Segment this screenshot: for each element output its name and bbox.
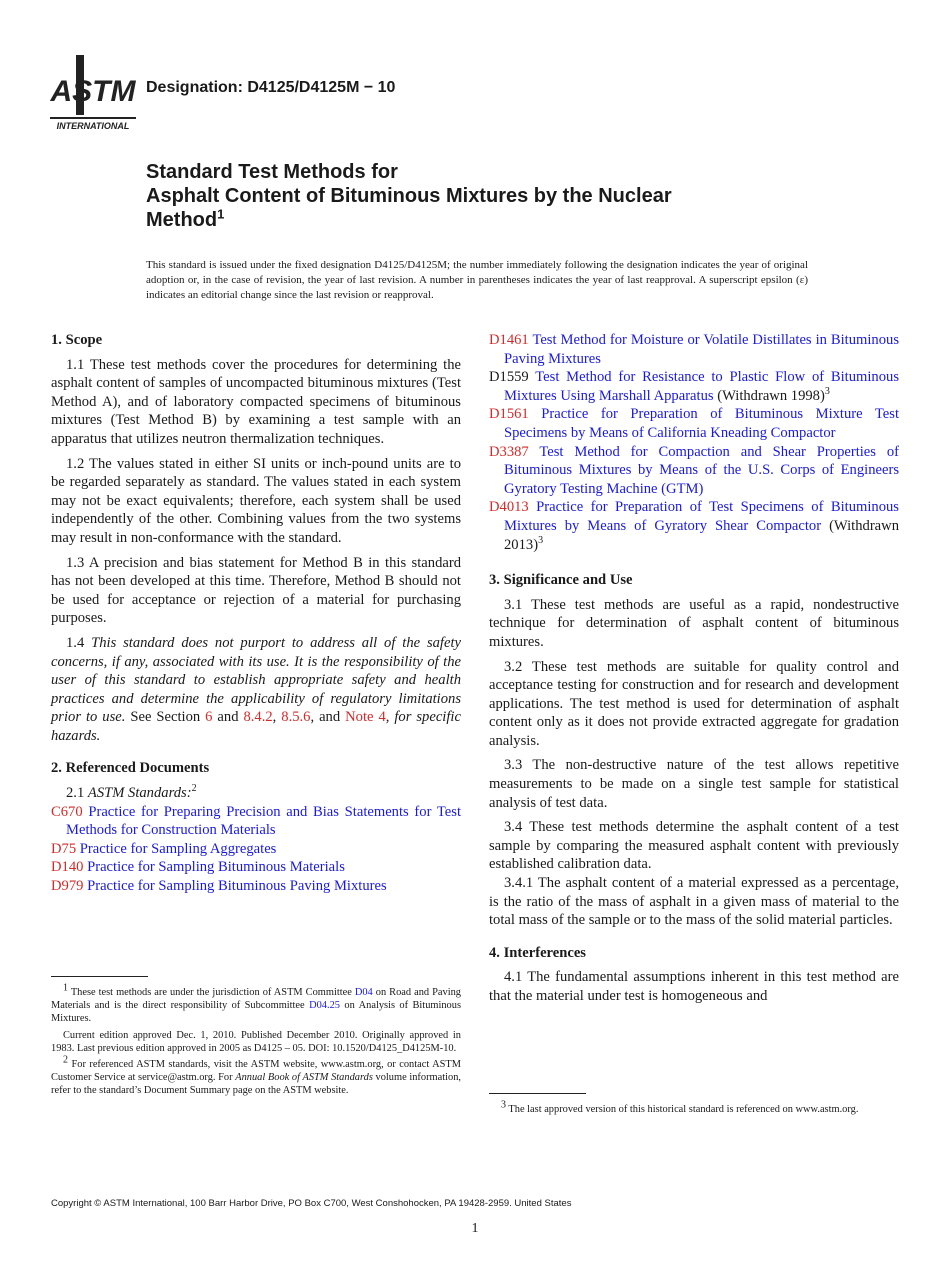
footnote-divider-right	[489, 1093, 586, 1094]
left-column	[51, 331, 461, 896]
link-section-6[interactable]: 6	[205, 709, 213, 726]
footnote-divider	[51, 976, 148, 977]
section-interferences-heading: 4. Interferences	[489, 944, 586, 961]
document-title	[146, 160, 866, 232]
astm-standards-subheading: 2.1 ASTM Standards:$^2$	[66, 783, 197, 802]
astm-logo	[50, 55, 136, 133]
paragraph-1-2: 1.2 The values stated in either SI units or inch-pound units are to be regarded separately as standard. The values stated in each system may not be exact equivalents; therefore, each system shall be used independently of the other. Combining values from the two systems may result in non-conformance with the standard.	[51, 455, 461, 546]
ref-title[interactable]: Practice for Sampling Aggregates	[79, 840, 277, 857]
link-note-4[interactable]: Note 4	[345, 709, 386, 726]
logo-subtext: INTERNATIONAL	[56, 121, 130, 131]
ref-code: D1559	[489, 369, 529, 386]
paragraph-3-2: 3.2 These test methods are suitable for quality control and acceptance testing for construction and for research and development applications. The test method is used for determination of asphalt content only as it does not provide extracted aggregate for gradation analysis.	[489, 658, 899, 749]
ref-title[interactable]: Practice for Preparing Precision and Bias Statements for Test Methods for Construction Materials	[66, 803, 461, 839]
paragraph-1-3: 1.3 A precision and bias statement for Method B in this standard has not been developed at this time. Therefore, Method B should not be used for acceptance or rejection of a material for purchasing purposes.	[51, 554, 461, 627]
ref-item	[51, 840, 461, 859]
ref-item	[489, 405, 899, 442]
ref-item	[51, 803, 461, 840]
copyright-notice: Copyright © ASTM International, 100 Barr Harbor Drive, PO Box C700, West Conshohocken, PA 19428-2959. United States	[51, 1198, 572, 1209]
ref-code[interactable]: C670	[51, 803, 83, 820]
section-refdocs-heading: 2. Referenced Documents	[51, 760, 210, 777]
title-footnote-ref[interactable]: 1	[217, 206, 225, 222]
section-significance-heading: 3. Significance and Use	[489, 572, 633, 589]
ref-item: D4013 Practice for Preparation of Test Specimens of Bituminous Mixtures by Means of Gyratory Shear Compactor (Withdrawn 2013)$^3$	[489, 499, 899, 553]
footnote-1: $^1$ These test methods are under the jurisdiction of ASTM Committee D04 on Road and Paving Materials and is the direct responsibility of Subcommittee D04.25 on Analysis of Bituminous Mixtures.	[51, 982, 461, 1025]
paragraph-4-1: 4.1 The fundamental assumptions inherent in this test method are that the material under test is homogeneous and	[489, 969, 899, 1004]
ref-code[interactable]: D3387	[489, 443, 529, 460]
footnotes-left	[51, 982, 461, 1101]
withdrawn-note: (Withdrawn 2013)	[504, 517, 899, 553]
footnotes-right	[489, 1099, 899, 1116]
link-8-4-2[interactable]: 8.4.2	[243, 709, 273, 726]
ref-code[interactable]: D4013	[489, 499, 529, 516]
ref-item	[489, 443, 899, 499]
ref-code[interactable]: D1561	[489, 406, 529, 423]
link-committee-d04[interactable]: D04	[354, 987, 373, 998]
page-number: 1	[471, 1221, 479, 1236]
paragraph-1-1: 1.1 These test methods cover the procedures for determining the asphalt content of samples of uncompacted bituminous mixtures (Test Method A), and of laboratory compacted specimens of bituminous mixtures (Test Method B) by examining a test sample with an apparatus that utilizes neutron thermalization techniques.	[51, 356, 461, 447]
footnote-3: $^3$ The last approved version of this historical standard is referenced on www.astm.org.	[501, 1099, 859, 1115]
footnote-1-edition: Current edition approved Dec. 1, 2010. Published December 2010. Originally approved in 1983. Last previous edition approved in 2005 as D4125 – 05. DOI: 10.1520/D4125_D4125M-10.	[51, 1029, 461, 1054]
paragraph-3-3: 3.3 The non-destructive nature of the test allows repetitive measurements to be made on a single test sample for statistical analysis of test data.	[489, 757, 899, 811]
title-line-3: Method$^1$	[146, 206, 225, 231]
paragraph-1-4: 1.4 This standard does not purport to address all of the safety concerns, if any, associated with its use. It is the responsibility of the user of this standard to establish appropriate safety and health practices and determine the applicability of regulatory limitations prior to use. See Section 6 and 8.4.2, 8.5.6, and Note 4, for specific hazards.	[51, 634, 461, 744]
ref-code[interactable]: D75	[51, 840, 77, 857]
ref-code[interactable]: D1461	[489, 332, 529, 348]
ref-item: D1559 Test Method for Resistance to Plastic Flow of Bituminous Mixtures Using Marshall Apparatus (Withdrawn 1998)$^3$	[489, 369, 899, 404]
ref-title[interactable]: Practice for Preparation of Test Specimens of Bituminous Mixtures by Means of Gyratory Shear Compactor	[504, 499, 899, 534]
withdrawn-note: (Withdrawn 1998)	[717, 387, 825, 404]
ref-title[interactable]: Test Method for Moisture or Volatile Distillates in Bituminous Paving Mixtures	[504, 332, 899, 367]
right-column	[489, 331, 899, 1012]
paragraph-3-4: 3.4 These test methods determine the asphalt content of a test sample by comparing the measured asphalt content with previously established calibration data.	[489, 819, 899, 873]
paragraph-3-1: 3.1 These test methods are useful as a rapid, nondestructive technique for determination of asphalt content of bituminous mixtures.	[489, 596, 899, 650]
link-8-5-6[interactable]: 8.5.6	[281, 709, 311, 726]
title-line-1: Standard Test Methods for	[146, 161, 398, 183]
ref-item	[489, 331, 899, 368]
ref-code[interactable]: D140	[51, 859, 84, 876]
section-scope-heading: 1. Scope	[51, 332, 103, 348]
ref-code[interactable]: D979	[51, 878, 84, 895]
logo-text: ASTM	[50, 75, 136, 108]
astm-logo-icon	[50, 55, 136, 133]
ref-title[interactable]: Practice for Sampling Bituminous Paving Mixtures	[87, 878, 387, 895]
ref-title[interactable]: Practice for Sampling Bituminous Materials	[87, 859, 345, 876]
title-line-2: Asphalt Content of Bituminous Mixtures by the Nuclear	[146, 185, 672, 207]
ref-title[interactable]: Test Method for Compaction and Shear Properties of Bituminous Mixtures by Means of the U.S. Corps of Engineers Gyratory Testing Machine (GTM)	[504, 443, 899, 497]
footnote-2: $^2$ For referenced ASTM standards, visit the ASTM website, www.astm.org, or contact ASTM Customer Service at service@astm.org. For Annual Book of ASTM Standards volume information, refer to the standard’s Document Summary page on the ASTM website.	[51, 1054, 461, 1097]
paragraph-3-4-1: 3.4.1 The asphalt content of a material expressed as a percentage, is the ratio of the mass of asphalt in a given mass of material to the total mass of the sample or to the mass of the solid material particles.	[489, 875, 899, 929]
ref-title[interactable]: Practice for Preparation of Bituminous Mixture Test Specimens by Means of California Kneading Compactor	[504, 406, 899, 441]
intro-paragraph: This standard is issued under the fixed designation D4125/D4125M; the number immediately following the designation indicates the year of original adoption or, in the case of revision, the year of last revision. A number in parentheses indicates the year of last reapproval. A superscript epsilon (ε) indicates an editorial change since the last revision or reapproval.	[146, 259, 808, 301]
designation: Designation: D4125/D4125M − 10	[146, 79, 396, 96]
link-subcommittee-d04-25[interactable]: D04.25	[309, 1000, 340, 1012]
ref-title[interactable]: Test Method for Resistance to Plastic Flow of Bituminous Mixtures Using Marshall Apparatus	[504, 369, 899, 404]
ref-item	[51, 877, 461, 896]
ref-item	[51, 858, 461, 877]
